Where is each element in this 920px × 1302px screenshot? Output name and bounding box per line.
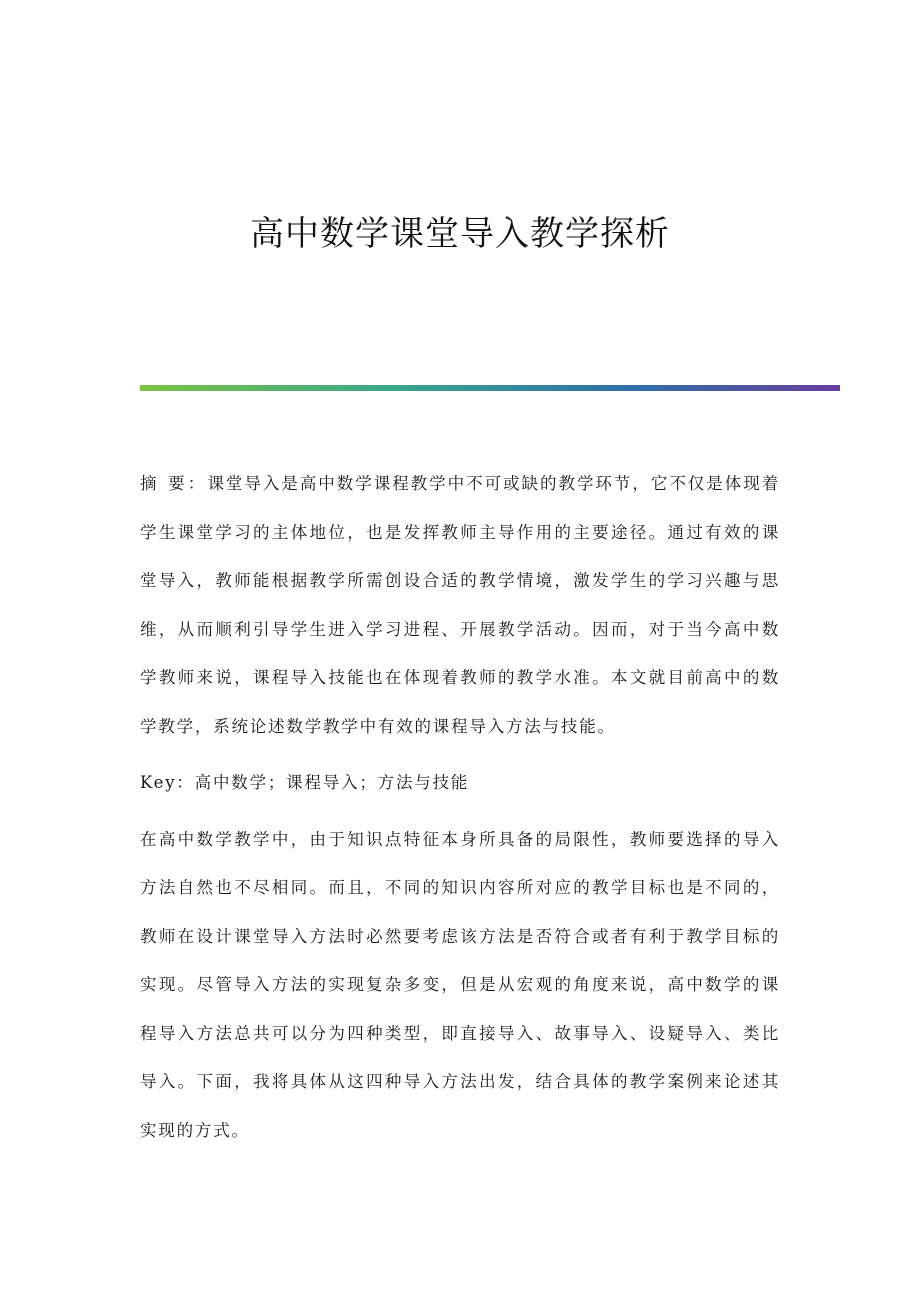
abstract-text: 课堂导入是高中数学课程教学中不可或缺的教学环节，它不仅是体现着学生课堂学习的主体地位，也是发挥教师主导作用的主要途径。通过有效的课堂导入，教师能根据教学所需创设合适的教学情境，激发学生的学习兴趣与思维，从而顺利引导学生进入学习进程、开展教学活动。因而，对于当今高中数学教师来说，课程导入技能也在体现着教师的教学水准。本文就目前高中的数学教学，系统论述数学教学中有效的课程导入方法与技能。 [140,474,780,736]
keywords-text: 高中数学；课程导入；方法与技能 [194,773,470,792]
abstract-label: 摘 要： [140,474,208,493]
title-divider-rule [140,385,840,391]
body-paragraph: 在高中数学教学中，由于知识点特征本身所具备的局限性，教师要选择的导入方法自然也不尽相同。而且，不同的知识内容所对应的教学目标也是不同的，教师在设计课堂导入方法时必然要考虑该方法是否符合或者有利于教学目标的实现。尽管导入方法的实现复杂多变，但是从宏观的角度来说，高中数学的课程导入方法总共可以分为四种类型，即直接导入、故事导入、设疑导入、类比导入。下面，我将具体从这四种导入方法出发，结合具体的教学案例来论述其实现的方式。 [140,829,780,1140]
document-body [140,460,780,1155]
abstract-paragraph [140,460,780,751]
keywords-line [140,759,780,808]
document-title: 高中数学课堂导入教学探析 [250,214,670,254]
keywords-label: Key： [140,773,195,792]
